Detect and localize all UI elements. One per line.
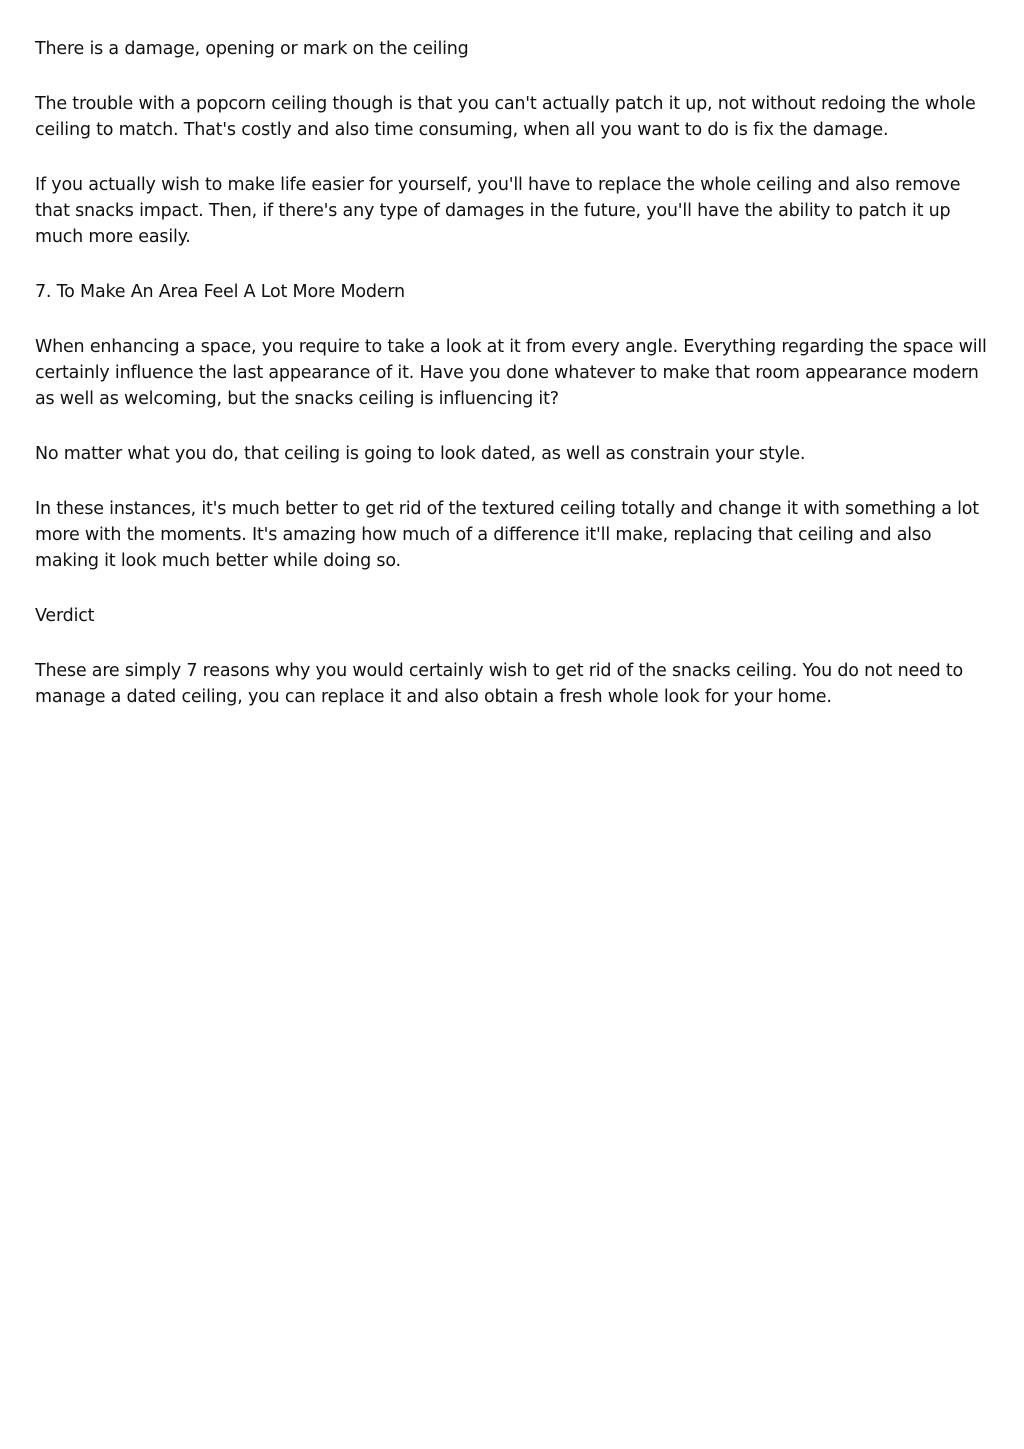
document-page	[35, 36, 995, 739]
paragraph-textured-ceiling: In these instances, it's much better to get rid of the textured ceiling totally and change it with something a lot more with the moments. It's amazing how much of a difference it'll make, replacing that ceiling and also making it look much better while doing so.	[35, 499, 979, 571]
paragraph-conclusion: These are simply 7 reasons why you would certainly wish to get rid of the snacks ceiling. You do not need to manage a dated ceiling, you can replace it and also obtain a fresh whole look for your home.	[35, 661, 964, 707]
paragraph-damage-heading: There is a damage, opening or mark on the ceiling	[35, 39, 469, 59]
paragraph-enhancing-space: When enhancing a space, you require to take a look at it from every angle. Everything regarding the space will certainly influence the last appearance of it. Have you done whatever to make that room appearance modern as well as welcoming, but the snacks ceiling is influencing it?	[35, 337, 987, 409]
paragraph-dated-look: No matter what you do, that ceiling is going to look dated, as well as constrain your style.	[35, 444, 806, 464]
paragraph-popcorn-patch: The trouble with a popcorn ceiling though is that you can't actually patch it up, not without redoing the whole ceiling to match. That's costly and also time consuming, when all you want to do is fix the damage.	[35, 94, 976, 140]
section-heading-modern: 7. To Make An Area Feel A Lot More Modern	[35, 282, 405, 302]
section-heading-verdict: Verdict	[35, 606, 95, 626]
paragraph-replace-ceiling: If you actually wish to make life easier for yourself, you'll have to replace the whole ceiling and also remove that snacks impact. Then, if there's any type of damages in the future, you'll have the ability to patch it up much more easily.	[35, 175, 961, 247]
